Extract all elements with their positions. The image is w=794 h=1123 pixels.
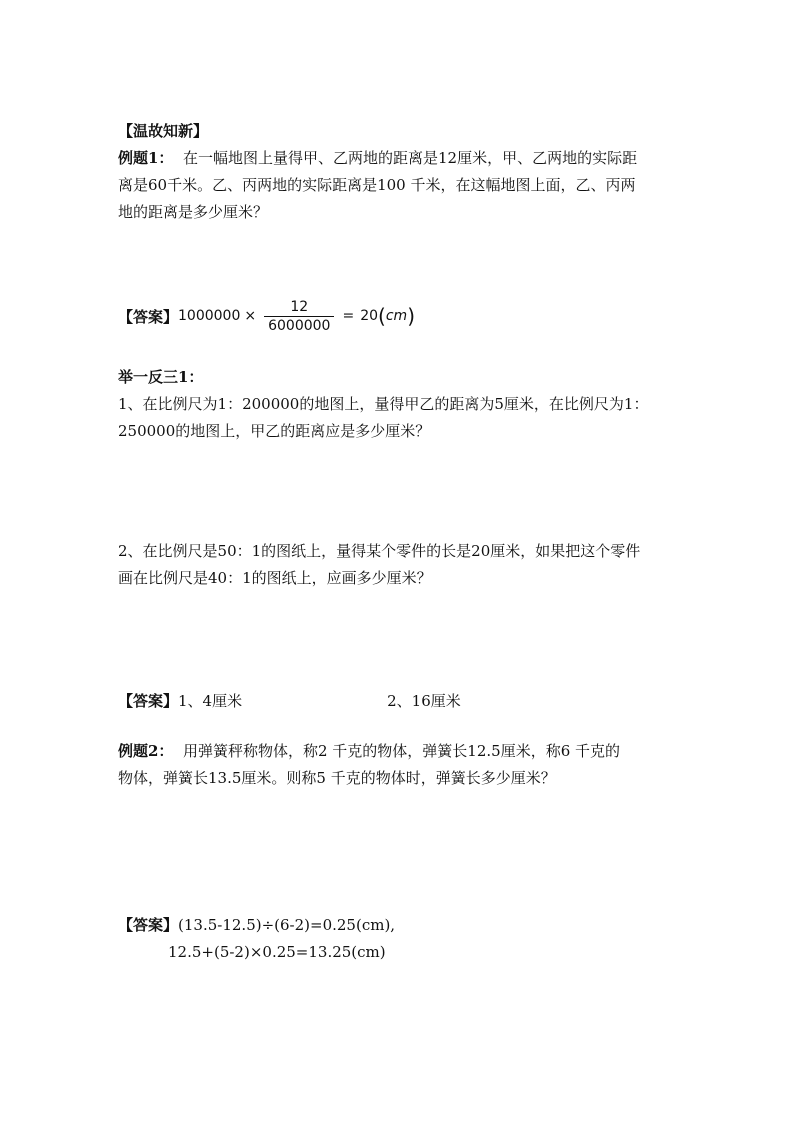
- answer-label: 【答案】: [118, 307, 179, 326]
- answer-label: 【答案】: [118, 692, 179, 710]
- formula-equals: =: [342, 308, 355, 324]
- section-heading-practice: 举一反三1：: [118, 368, 204, 386]
- example1-answer: [118, 296, 415, 336]
- example1-line-2: 离是60千米。乙、丙两地的实际距离是100 千米，在这幅地图上面，乙、丙两: [118, 176, 636, 194]
- example1-label: 例题1：: [118, 149, 174, 167]
- example1-line-3: 地的距离是多少厘米？: [118, 203, 269, 221]
- example2-answer: [118, 912, 395, 966]
- practice-answer: [118, 688, 461, 715]
- example2-line-1: [118, 738, 683, 765]
- formula-unit: cm: [385, 308, 408, 324]
- formula-paren-open: (: [378, 304, 386, 328]
- example1-text-1: 在一幅地图上量得甲、乙两地的距离是12厘米，甲、乙两地的实际距: [182, 149, 638, 167]
- practice-section: [118, 364, 683, 445]
- example2-section: [118, 738, 683, 792]
- review-section: [118, 118, 683, 226]
- example2-line-2: 物体，弹簧长13.5厘米。则称5 千克的物体时，弹簧长多少厘米？: [118, 769, 556, 787]
- section-heading-review: 【温故知新】: [118, 122, 209, 140]
- practice-answer-1: 1、4厘米: [178, 692, 243, 710]
- formula-paren-close: ): [407, 304, 415, 328]
- fraction-numerator: 12: [290, 298, 309, 315]
- formula-result: 20: [360, 308, 379, 324]
- practice-q1-line-2: 250000的地图上，甲乙的距离应是多少厘米？: [118, 422, 431, 440]
- answer-label: 【答案】: [118, 916, 179, 934]
- example2-text-1: 用弹簧秤称物体，称2 千克的物体，弹簧长12.5厘米，称6 千克的: [182, 742, 621, 760]
- example2-answer-text-1: (13.5-12.5)÷(6-2)=0.25(cm),: [178, 916, 396, 934]
- example2-label: 例题2：: [118, 742, 174, 760]
- formula-fraction: [264, 299, 334, 334]
- formula-times: ×: [244, 308, 257, 324]
- practice-q2: [118, 538, 683, 592]
- example2-answer-line-1: [118, 912, 395, 939]
- fraction-denominator: 6000000: [264, 316, 334, 334]
- practice-q1-line-1: 1、在比例尺为1：200000的地图上，量得甲乙的距离为5厘米，在比例尺为1：: [118, 395, 649, 413]
- practice-q2-line-1: 2、在比例尺是50：1的图纸上，量得某个零件的长是20厘米，如果把这个零件: [118, 542, 641, 560]
- example2-answer-line-2: 12.5+(5-2)×0.25=13.25(cm): [168, 943, 386, 961]
- example1-line-1: [118, 145, 683, 172]
- practice-answer-2: 2、16厘米: [387, 692, 461, 710]
- formula-multiplier: 1000000: [178, 308, 241, 324]
- practice-q2-line-2: 画在比例尺是40：1的图纸上，应画多少厘米？: [118, 569, 432, 587]
